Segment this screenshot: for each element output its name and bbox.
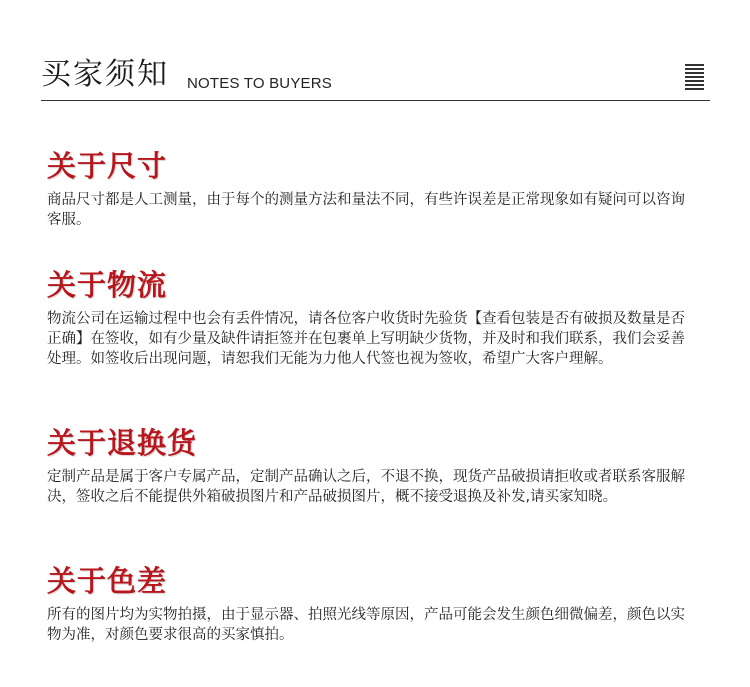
section-body-returns: 定制产品是属于客户专属产品，定制产品确认之后，不退不换，现货产品破损请拒收或者联系客服解决，签收之后不能提供外箱破损图片和产品破损图片，概不接受退换及补发,请买家知晓。 <box>47 469 685 505</box>
menu-lines-icon[interactable] <box>685 64 704 90</box>
section-title-color-difference: 关于色差 <box>47 564 168 598</box>
page-header <box>41 54 710 101</box>
section-title-size: 关于尺寸 <box>47 149 168 183</box>
header-title-english: NOTES TO BUYERS <box>187 75 332 92</box>
header-title-chinese: 买家须知 <box>41 57 169 92</box>
section-title-returns: 关于退换货 <box>47 426 198 460</box>
section-body-logistics: 物流公司在运输过程中也会有丢件情况，请各位客户收货时先验货【查看包装是否有破损及数量是否正确】在签收，如有少量及缺件请拒签并在包裹单上写明缺少货物，并及时和我们联系，我们会妥善处理。如签收后出现问题，请恕我们无能为力他人代签也视为签收，希望广大客户理解。 <box>47 311 685 367</box>
section-body-size: 商品尺寸都是人工测量，由于每个的测量方法和量法不同，有些许误差是正常现象如有疑问可以咨询客服。 <box>47 192 685 228</box>
section-logistics <box>47 267 687 369</box>
section-body-color-difference: 所有的图片均为实物拍摄，由于显示器、拍照光线等原因，产品可能会发生颜色细微偏差，颜色以实物为准，对颜色要求很高的买家慎拍。 <box>47 607 685 643</box>
section-size <box>47 148 687 230</box>
section-color-difference <box>47 563 687 645</box>
section-title-logistics: 关于物流 <box>47 268 168 302</box>
section-returns <box>47 425 687 507</box>
